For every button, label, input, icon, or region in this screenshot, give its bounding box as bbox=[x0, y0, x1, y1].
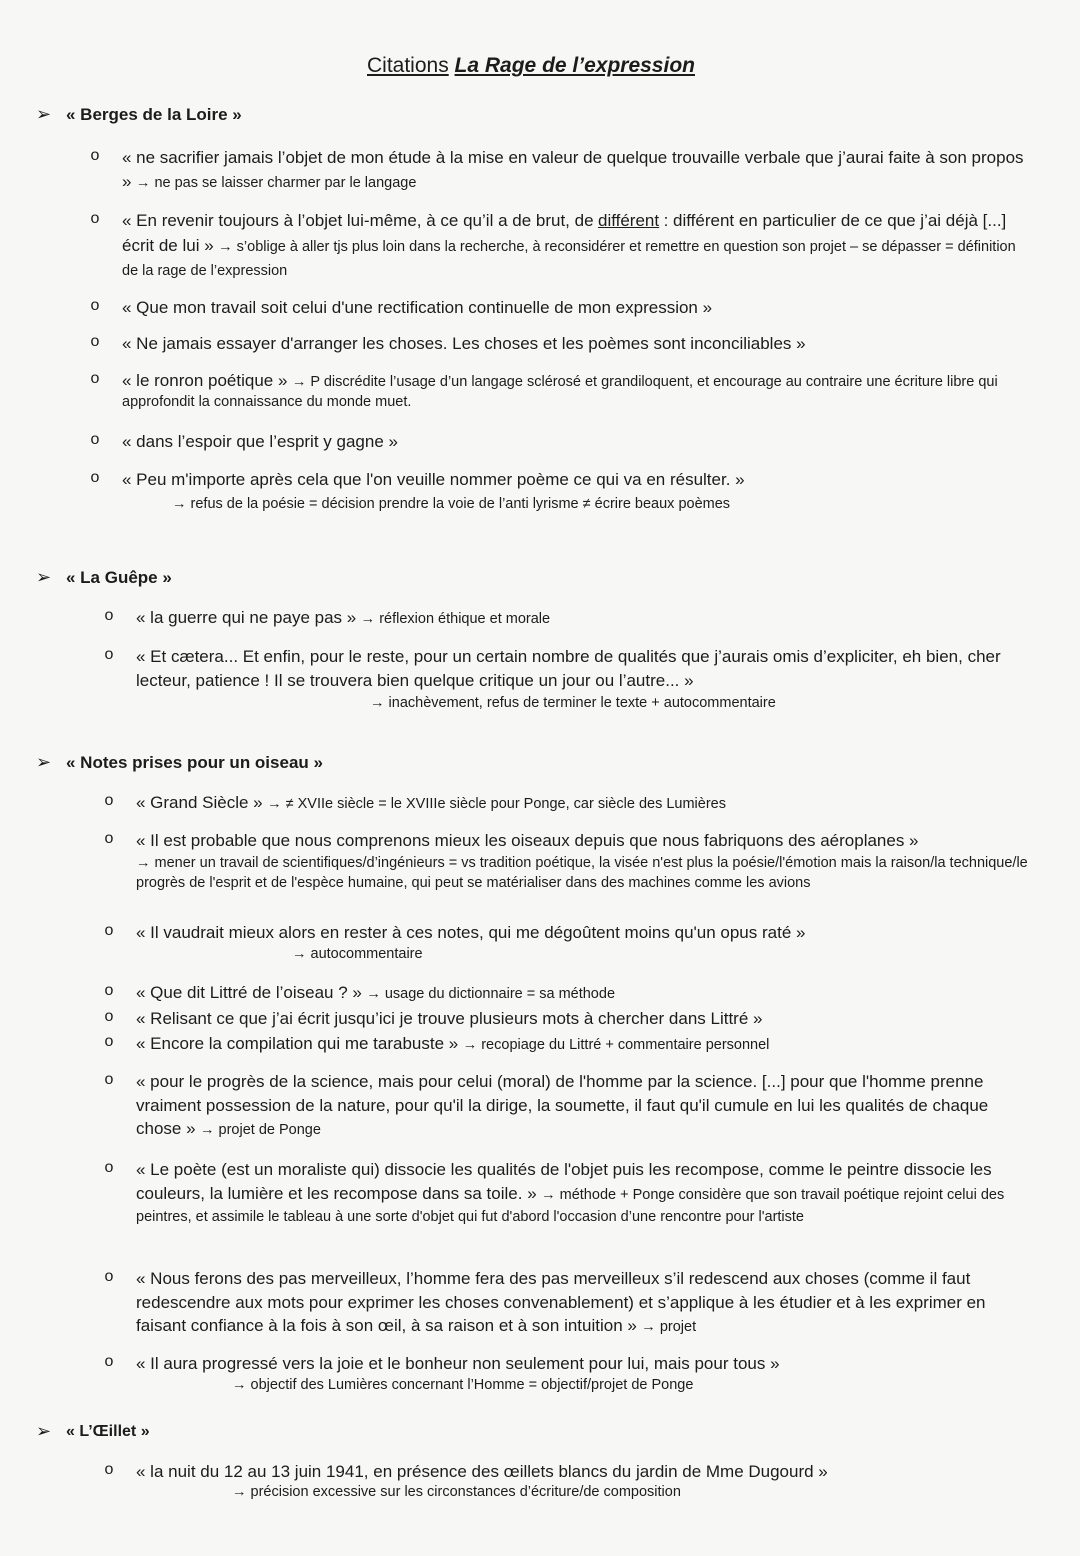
comment: → s’oblige à aller tjs plus loin dans la recherche, à reconsidérer et remettre en question son projet – se dépasser = définition de la rage de l’expression bbox=[122, 238, 1016, 279]
quote: « En revenir toujours à l’objet lui-même, à ce qu’il a de brut, de bbox=[122, 211, 594, 230]
list-item bbox=[102, 981, 1030, 1005]
circle-bullet-icon: o bbox=[90, 370, 100, 387]
comment: → projet bbox=[641, 1319, 697, 1335]
circle-bullet-icon: o bbox=[104, 1268, 114, 1285]
circle-bullet-icon: o bbox=[104, 1461, 114, 1478]
page-title bbox=[0, 54, 1062, 78]
quote: « la nuit du 12 au 13 juin 1941, en présence des œillets blancs du jardin de Mme Dugourd » bbox=[136, 1462, 828, 1481]
comment: → mener un travail de scientifiques/d’ingénieurs = vs tradition poétique, la visée n'est plus la poésie/l'émotion mais la raison/la technique/le progrès de l'esprit et de l'espèce humaine, qui peut se matérialiser dans des machines comme les avions bbox=[136, 854, 1028, 891]
comment: → ne pas se laisser charmer par le langage bbox=[135, 174, 417, 191]
comment: → réflexion éthique et morale bbox=[360, 611, 551, 627]
list-item bbox=[88, 430, 1034, 454]
list-item bbox=[102, 921, 1030, 945]
comment: → objectif des Lumières concernant l’Homme = objectif/projet de Ponge bbox=[232, 1377, 694, 1393]
quote: « Que mon travail soit celui d'une rectification continuelle de mon expression » bbox=[122, 298, 713, 317]
quote: « Il vaudrait mieux alors en rester à ces notes, qui me dégoûtent moins qu'un opus raté » bbox=[136, 923, 806, 942]
quote-underlined: différent bbox=[597, 211, 660, 230]
circle-bullet-icon: o bbox=[104, 830, 114, 847]
circle-bullet-icon: o bbox=[104, 1071, 114, 1088]
comment: → précision excessive sur les circonstances d’écriture/de composition bbox=[232, 1484, 681, 1500]
list-item bbox=[88, 296, 1034, 320]
list-item bbox=[88, 332, 1034, 356]
quote: « dans l’espoir que l’esprit y gagne » bbox=[122, 432, 398, 451]
quote: « Relisant ce que j’ai écrit jusqu’ici je trouve plusieurs mots à chercher dans Littré » bbox=[136, 1009, 763, 1028]
title-book: La Rage de l’expression bbox=[454, 54, 695, 77]
list-item bbox=[102, 1267, 1030, 1338]
circle-bullet-icon: o bbox=[104, 1008, 114, 1025]
list-item bbox=[102, 829, 1030, 894]
circle-bullet-icon: o bbox=[90, 431, 100, 448]
list-item bbox=[102, 1352, 1030, 1376]
list-item bbox=[102, 1460, 1030, 1484]
comment: → méthode + Ponge considère que son travail poétique rejoint celui des peintres, et assimile le tableau à une sorte d'objet qui fut d'abord l'occasion d’une rencontre pour l'artiste bbox=[136, 1187, 1005, 1225]
circle-bullet-icon: o bbox=[104, 982, 114, 999]
list-item bbox=[102, 791, 1030, 815]
list-item bbox=[102, 1007, 1030, 1031]
circle-bullet-icon: o bbox=[90, 147, 100, 164]
list-item bbox=[102, 606, 1030, 630]
arrow-bullet-icon: ➢ bbox=[36, 567, 52, 587]
comment: → usage du dictionnaire = sa méthode bbox=[366, 986, 616, 1002]
section-heading-guepe: ➢ « La Guêpe » bbox=[36, 567, 172, 587]
quote: « Il est probable que nous comprenons mieux les oiseaux depuis que nous fabriquons des aéroplanes » bbox=[136, 831, 919, 850]
section-heading-berges: ➢ « Berges de la Loire » bbox=[36, 104, 242, 124]
quote: « ne sacrifier jamais l’objet de mon étude à la mise en valeur de quelque trouvaille verbale que j’aurai faite à son propos » bbox=[122, 148, 1024, 191]
quote: « le ronron poétique » bbox=[122, 371, 288, 390]
list-item bbox=[102, 1070, 1030, 1141]
circle-bullet-icon: o bbox=[90, 333, 100, 350]
list-item bbox=[88, 468, 1034, 492]
list-item bbox=[102, 1032, 1030, 1056]
quote: « Encore la compilation qui me tarabuste » bbox=[136, 1034, 459, 1053]
quote: « Nous ferons des pas merveilleux, l’homme fera des pas merveilleux s’il redescend aux choses (comme il faut redescendre aux mots pour exprimer les choses convenablement) et s’applique à les étudier et à les exprimer en faisant confiance à la fois à son œil, à sa raison et à son intuition » bbox=[136, 1269, 986, 1335]
circle-bullet-icon: o bbox=[90, 297, 100, 314]
quote: « pour le progrès de la science, mais pour celui (moral) de l'homme par la science. [...] pour que l'homme prenne vraiment possession de la nature, pour qu'il la dirige, la soumette, il faut qu'il cumule en lui les qualités de chaque chose » bbox=[136, 1072, 989, 1138]
quote: « la guerre qui ne paye pas » bbox=[136, 608, 357, 627]
circle-bullet-icon: o bbox=[90, 210, 100, 227]
circle-bullet-icon: o bbox=[90, 469, 100, 486]
quote: : différent en particulier de ce que j’ai déjà [...] écrit de lui » bbox=[122, 211, 1007, 255]
arrow-bullet-icon: ➢ bbox=[36, 1421, 52, 1441]
arrow-bullet-icon: ➢ bbox=[36, 104, 52, 124]
comment: → ≠ XVIIe siècle = le XVIIIe siècle pour Ponge, car siècle des Lumières bbox=[267, 796, 726, 812]
quote: « Grand Siècle » bbox=[136, 793, 263, 812]
arrow-bullet-icon: ➢ bbox=[36, 752, 52, 772]
circle-bullet-icon: o bbox=[104, 792, 114, 809]
quote: « Ne jamais essayer d'arranger les choses. Les choses et les poèmes sont inconciliables » bbox=[122, 334, 806, 353]
quote: « Il aura progressé vers la joie et le bonheur non seulement pour lui, mais pour tous » bbox=[136, 1354, 780, 1373]
section-heading-oeillet: ➢ « L’Œillet » bbox=[36, 1421, 150, 1441]
circle-bullet-icon: o bbox=[104, 646, 114, 663]
list-item bbox=[88, 369, 1034, 411]
list-item bbox=[88, 146, 1034, 193]
comment: → recopiage du Littré + commentaire personnel bbox=[462, 1037, 770, 1053]
list-item bbox=[88, 209, 1034, 284]
quote: « Le poète (est un moraliste qui) dissocie les qualités de l'objet puis les recompose, comme le peintre dissocie les couleurs, la lumière et les recompose dans sa toile. » bbox=[136, 1160, 992, 1203]
circle-bullet-icon: o bbox=[104, 922, 114, 939]
circle-bullet-icon: o bbox=[104, 607, 114, 624]
comment: → projet de Ponge bbox=[200, 1122, 321, 1138]
quote: « Et cætera... Et enfin, pour le reste, pour un certain nombre de qualités que j’aurais omis d’expliciter, eh bien, cher lecteur, patience ! Il se trouvera bien quelque critique un jour ou l’autre... » bbox=[136, 647, 1001, 690]
circle-bullet-icon: o bbox=[104, 1159, 114, 1176]
list-item bbox=[102, 645, 1030, 692]
title-prefix: Citations bbox=[367, 54, 449, 77]
comment: → autocommentaire bbox=[292, 946, 423, 962]
list-item bbox=[102, 1158, 1030, 1228]
circle-bullet-icon: o bbox=[104, 1033, 114, 1050]
comment: → refus de la poésie = décision prendre la voie de l’anti lyrisme ≠ écrire beaux poèmes bbox=[172, 496, 731, 512]
comment: → inachèvement, refus de terminer le texte + autocommentaire bbox=[370, 695, 776, 711]
quote: « Que dit Littré de l’oiseau ? » bbox=[136, 983, 362, 1002]
quote: « Peu m'importe après cela que l'on veuille nommer poème ce qui va en résulter. » bbox=[122, 470, 745, 489]
section-heading-oiseau: ➢ « Notes prises pour un oiseau » bbox=[36, 752, 323, 772]
circle-bullet-icon: o bbox=[104, 1353, 114, 1370]
comment: → P discrédite l’usage d’un langage sclérosé et grandiloquent, et encourage au contraire une écriture libre qui approfondit la connaissance du monde muet. bbox=[122, 374, 998, 410]
